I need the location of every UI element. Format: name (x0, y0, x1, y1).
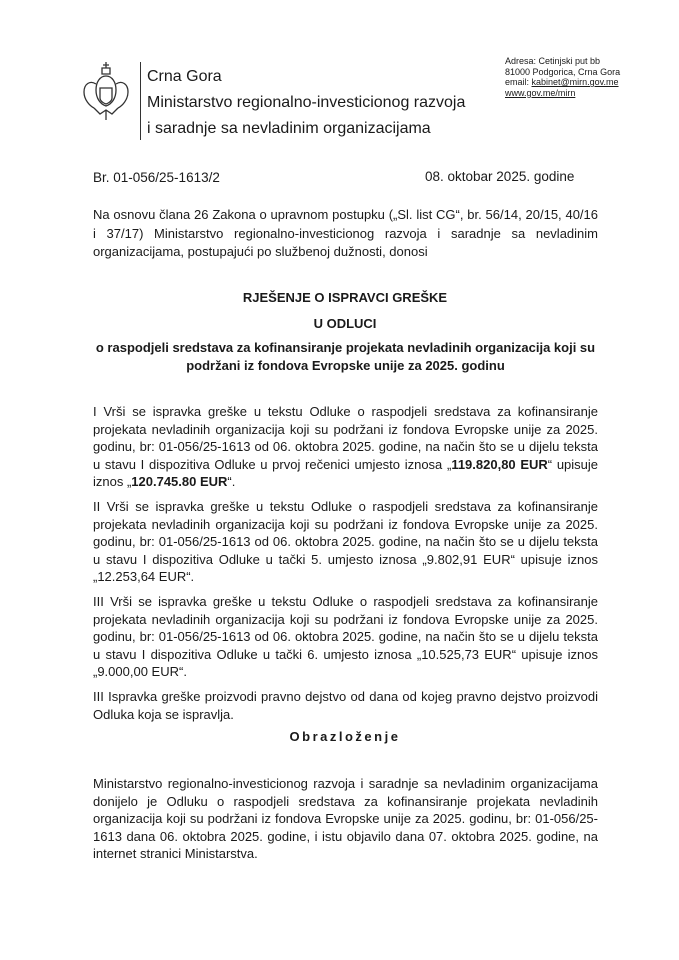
org-line-ministry-cont: i saradnje sa nevladinim organizacijama (147, 120, 431, 137)
email-link[interactable]: kabinet@mirn.gov.me (531, 77, 619, 87)
reference-number: Br. 01-056/25-1613/2 (93, 170, 220, 185)
document-title-line2: U ODLUCI (313, 316, 377, 331)
decision-items (93, 403, 598, 730)
header-divider (140, 62, 141, 140)
org-line-country: Crna Gora (147, 68, 222, 85)
organization-name (147, 64, 465, 142)
item-1 (93, 403, 598, 491)
old-amount: 119.820,80 EUR (451, 456, 548, 472)
city-line: 81000 Podgorica, Crna Gora (505, 66, 621, 77)
document-title: RJEŠENJE O ISPRAVCI GREŠKE (242, 290, 448, 305)
reasoning-heading: Obrazloženje (289, 729, 401, 744)
email-line (505, 77, 620, 88)
item-1-text: I Vrši se ispravka greške u tekstu Odluke o raspodjeli sredstava za kofinansiranje projekata nevladinih organizacija koji su podržani iz fondova Evropske unije za 2025. godinu, br: 01-056/25-1613 od 06. oktobra 2025. godine, na način što se u dijelu teksta u stavu I dispozitiva Odluke u prvoj rečenici umjesto iznosa „ (93, 404, 598, 472)
website-link[interactable]: www.gov.me/mirn (505, 87, 576, 98)
item-4: III Ispravka greške proizvodi pravno dejstvo od dana od kojeg pravno dejstvo proizvodi Odluka koja se ispravlja. (93, 688, 598, 722)
item-1-end: “. (227, 474, 236, 490)
document-date: 08. oktobar 2025. godine (425, 169, 575, 184)
coat-of-arms-logo (82, 58, 130, 124)
item-3: III Vrši se ispravka greške u tekstu Odluke o raspodjeli sredstava za kofinansiranje projekata nevladinih organizacija koji su podržani iz fondova Evropske unije za 2025. godinu, br: 01-056/25-1613 od 06. oktobra 2025. godine, na način što se u dijelu teksta u stavu I dispozitiva Odluke u tački 6. umjesto iznosa „10.525,73 EUR“ upisuje iznos „9.000,00 EUR“. (93, 593, 598, 680)
address-line: Adresa: Cetinjski put bb (505, 56, 601, 66)
document-subtitle: o raspodjeli sredstava za kofinansiranje projekata nevladinih organizacija koji su podržani iz fondova Evropske unije za 2025. godinu (95, 340, 596, 373)
address-block (505, 56, 620, 98)
item-1-mid: “ upisuje iznos „ (93, 456, 599, 490)
reasoning-paragraph: Ministarstvo regionalno-investicionog razvoja i saradnje sa nevladinim organizacijama donijelo je Odluku o raspodjeli sredstava za kofinansiranje projekata nevladinih organizacija koji su podržani iz fondova Evropske unije za 2025. godinu, br: 01-056/25-1613 dana 06. oktobra 2025. godine, i istu objavilo dana 07. oktobra 2025. godine, na internet stranici Ministarstva. (93, 776, 598, 862)
intro-paragraph: Na osnovu člana 26 Zakona o upravnom postupku („Sl. list CG“, br. 56/14, 20/15, 40/16 i 37/17) Ministarstvo regionalno-investicionog razvoja i saradnje sa nevladinim organizacijama, postupajući po službenoj dužnosti, donosi (93, 207, 598, 259)
new-amount: 120.745.80 EUR (131, 474, 228, 490)
item-2: II Vrši se ispravka greške u tekstu Odluke o raspodjeli sredstava za kofinansiranje projekata nevladinih organizacija koji su podržani iz fondova Evropske unije za 2025. godinu, br: 01-056/25-1613 od 06. oktobra 2025. godine, na način što se u dijelu teksta u stavu I dispozitiva Odluke u tački 5. umjesto iznosa „9.802,91 EUR“ upisuje iznos „12.253,64 EUR“. (93, 498, 598, 585)
org-line-ministry: Ministarstvo regionalno-investicionog razvoja (147, 94, 466, 111)
email-label: email: (505, 77, 532, 87)
